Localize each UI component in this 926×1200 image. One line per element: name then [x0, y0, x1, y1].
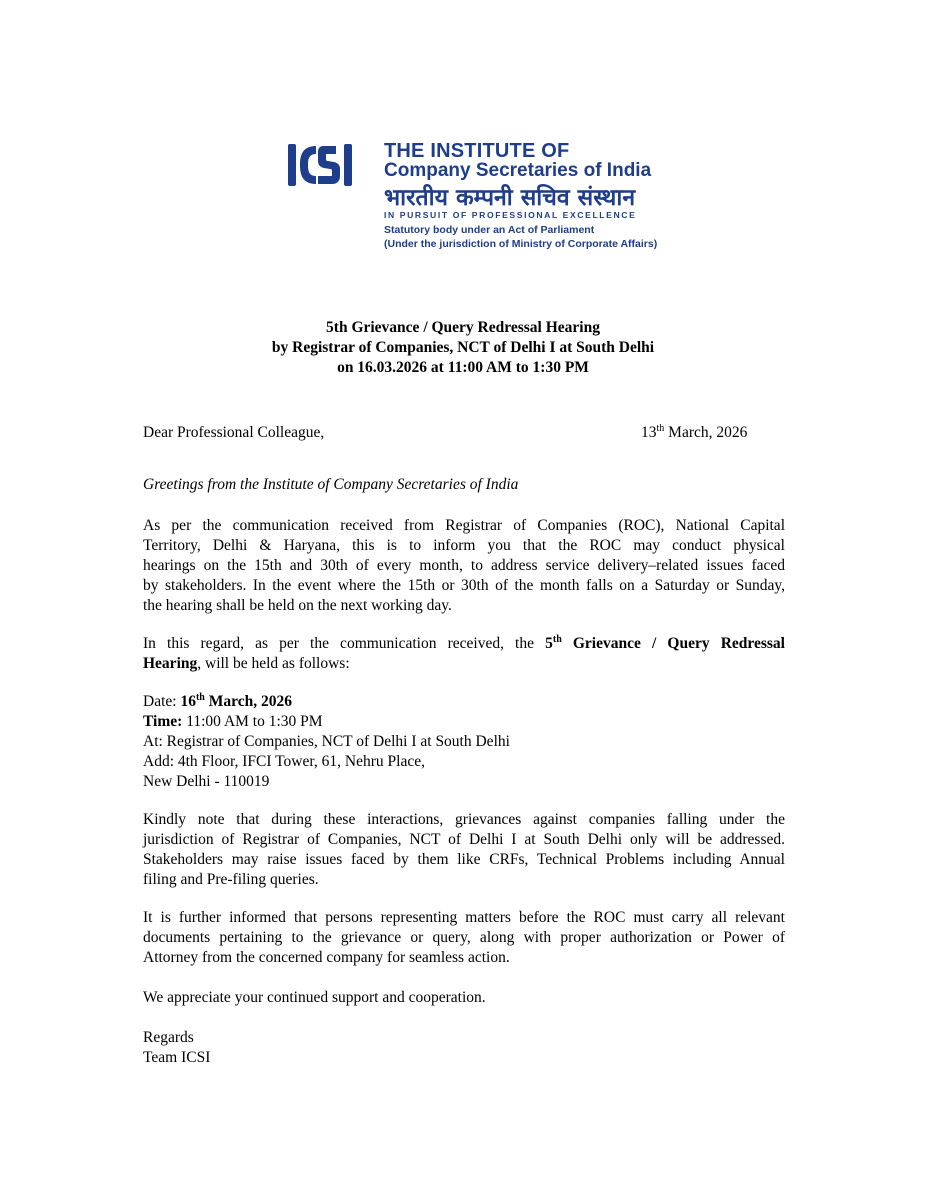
hearing-details: [143, 692, 785, 792]
signoff-regards: Regards: [143, 1029, 194, 1046]
paragraph-line: by stakeholders. In the event where the 15th or 30th of the month falls on a Saturday or Sunday,: [143, 577, 785, 594]
paragraph-line: It is further informed that persons representing matters before the ROC must carry all relevant: [143, 909, 785, 926]
letter-date: [641, 424, 747, 442]
detail-address: Add: 4th Floor, IFCI Tower, 61, Nehru Place,: [143, 753, 425, 770]
detail-date-suffix: th: [195, 691, 205, 703]
detail-date-label: Date:: [143, 693, 181, 710]
letter-date-day: 13: [641, 424, 657, 441]
signoff: [143, 1028, 785, 1068]
letter-date-rest: March, 2026: [664, 424, 748, 441]
detail-date: [143, 692, 785, 712]
paragraph-regard: [143, 634, 785, 674]
logo-jurisdiction: (Under the jurisdiction of Ministry of Corporate Affairs): [384, 238, 658, 250]
paragraph-line: the hearing shall be held on the next working day.: [143, 597, 452, 614]
detail-time-value: 11:00 AM to 1:30 PM: [182, 713, 323, 730]
paragraph-line: Attorney from the concerned company for seamless action.: [143, 949, 510, 966]
paragraph-line: documents pertaining to the grievance or query, along with proper authorization or Power of: [143, 929, 785, 946]
logo-line-name: Company Secretaries of India: [384, 160, 652, 181]
paragraph-line: Stakeholders may raise issues faced by them like CRFs, Technical Problems including Annual: [143, 851, 785, 868]
regard-title-2: Hearing: [143, 655, 198, 672]
paragraph-line: hearings on the 15th and 30th of every month, to address service delivery–related issues faced: [143, 557, 785, 574]
regard-suffix: th: [552, 633, 562, 645]
paragraph-line: [143, 654, 785, 674]
salutation: Dear Professional Colleague,: [143, 424, 325, 441]
regard-number: 5: [545, 635, 553, 652]
greeting: Greetings from the Institute of Company Secretaries of India: [143, 476, 519, 493]
logo-line-institute: THE INSTITUTE OF: [384, 140, 570, 162]
paragraph-line: Kindly note that during these interactions, grievances against companies falling under the: [143, 811, 785, 828]
detail-city: New Delhi - 110019: [143, 773, 270, 790]
icsi-emblem-icon: [288, 142, 368, 188]
paragraph-documents: [143, 908, 785, 968]
logo-line-hindi: भारतीय कम्पनी सचिव संस्थान: [384, 185, 636, 211]
document-heading: [0, 318, 926, 378]
icsi-logo: [286, 136, 686, 256]
detail-date-day: 16: [180, 693, 196, 710]
paragraph-line: As per the communication received from Registrar of Companies (ROC), National Capital: [143, 517, 785, 534]
signoff-team: Team ICSI: [143, 1049, 211, 1066]
closing-line: We appreciate your continued support and cooperation.: [143, 989, 486, 1006]
regard-title: Grievance / Query Redressal: [561, 635, 785, 652]
heading-line-3: on 16.03.2026 at 11:00 AM to 1:30 PM: [337, 359, 589, 376]
heading-line-1: 5th Grievance / Query Redressal Hearing: [326, 319, 600, 336]
paragraph-intro: [143, 516, 785, 616]
heading-line-2: by Registrar of Companies, NCT of Delhi I at South Delhi: [271, 339, 655, 356]
regard-pre: In this regard, as per the communication received, the: [143, 635, 546, 652]
paragraph-line: [143, 634, 785, 654]
logo-statutory: Statutory body under an Act of Parliament: [384, 224, 595, 236]
detail-date-rest: March, 2026: [204, 693, 292, 710]
paragraph-line: Territory, Delhi & Haryana, this is to inform you that the ROC may conduct physical: [143, 537, 785, 554]
paragraph-line: jurisdiction of Registrar of Companies, NCT of Delhi I at South Delhi only will be addressed.: [143, 831, 785, 848]
detail-time-label: Time:: [143, 713, 183, 730]
letter-date-suffix: th: [656, 422, 665, 434]
regard-post: , will be held as follows:: [197, 655, 350, 672]
logo-motto: IN PURSUIT OF PROFESSIONAL EXCELLENCE: [384, 210, 637, 220]
detail-time: [143, 712, 785, 732]
paragraph-line: filing and Pre-filing queries.: [143, 871, 319, 888]
detail-venue: At: Registrar of Companies, NCT of Delhi I at South Delhi: [143, 733, 510, 750]
paragraph-note: [143, 810, 785, 890]
